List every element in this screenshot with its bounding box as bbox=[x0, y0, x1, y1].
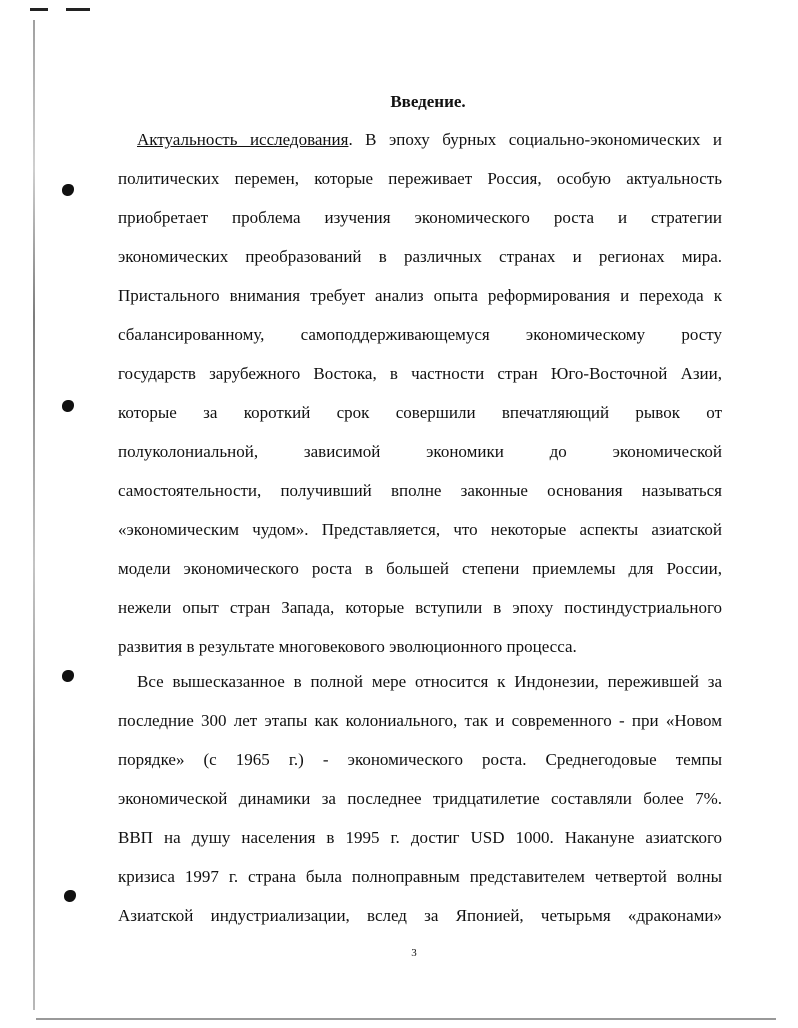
text-line: самостоятельности, получивший вполне законные основания называться bbox=[118, 481, 722, 500]
binding-hole-mark bbox=[64, 890, 76, 902]
text-line: модели экономического роста в большей степени приемлемы для России, bbox=[118, 559, 722, 578]
scan-corner-mark bbox=[30, 8, 48, 11]
scan-left-edge bbox=[33, 20, 35, 1010]
section-heading: Актуальность исследования bbox=[137, 130, 349, 149]
binding-hole-mark bbox=[62, 184, 74, 196]
text-line: нежели опыт стран Запада, которые вступили в эпоху постиндустриального bbox=[118, 598, 722, 617]
text-line bbox=[137, 128, 722, 152]
text-line: Азиатской индустриализации, вслед за Японией, четырьмя «драконами» bbox=[118, 906, 722, 925]
text-line: полуколониальной, зависимой экономики до экономической bbox=[118, 442, 722, 461]
text-line: государств зарубежного Востока, в частности стран Юго-Восточной Азии, bbox=[118, 364, 722, 383]
text-line: экономической динамики за последнее тридцатилетие составляли более 7%. bbox=[118, 789, 722, 808]
text-line: «экономическим чудом». Представляется, что некоторые аспекты азиатской bbox=[118, 520, 722, 539]
text-line: порядке» (с 1965 г.) - экономического роста. Среднегодовые темпы bbox=[118, 750, 722, 769]
text-line: Пристального внимания требует анализ опыта реформирования и перехода к bbox=[118, 286, 722, 305]
text-line: которые за короткий срок совершили впечатляющий рывок от bbox=[118, 403, 722, 422]
text-line: ВВП на душу населения в 1995 г. достиг USD 1000. Накануне азиатского bbox=[118, 828, 722, 847]
scan-corner-mark bbox=[66, 8, 90, 11]
text-line: приобретает проблема изучения экономического роста и стратегии bbox=[118, 208, 722, 227]
text-line: сбалансированному, самоподдерживающемуся экономическому росту bbox=[118, 325, 722, 344]
text-line: кризиса 1997 г. страна была полноправным представителем четвертой волны bbox=[118, 867, 722, 886]
text-line: политических перемен, которые переживает Россия, особую актуальность bbox=[118, 169, 722, 188]
binding-hole-mark bbox=[62, 400, 74, 412]
text-line: Все вышесказанное в полной мере относится к Индонезии, пережившей за bbox=[137, 672, 722, 691]
text-line-content: . В эпоху бурных социально-экономических и bbox=[348, 130, 722, 149]
scan-bottom-edge bbox=[36, 1018, 776, 1020]
page-title: Введение. bbox=[390, 92, 466, 111]
text-line: экономических преобразований в различных странах и регионах мира. bbox=[118, 247, 722, 266]
binding-hole-mark bbox=[62, 670, 74, 682]
page-number: 3 bbox=[411, 947, 417, 959]
text-line: последние 300 лет этапы как колониального, так и современного - при «Новом bbox=[118, 711, 722, 730]
text-line: развития в результате многовекового эволюционного процесса. bbox=[118, 637, 577, 656]
